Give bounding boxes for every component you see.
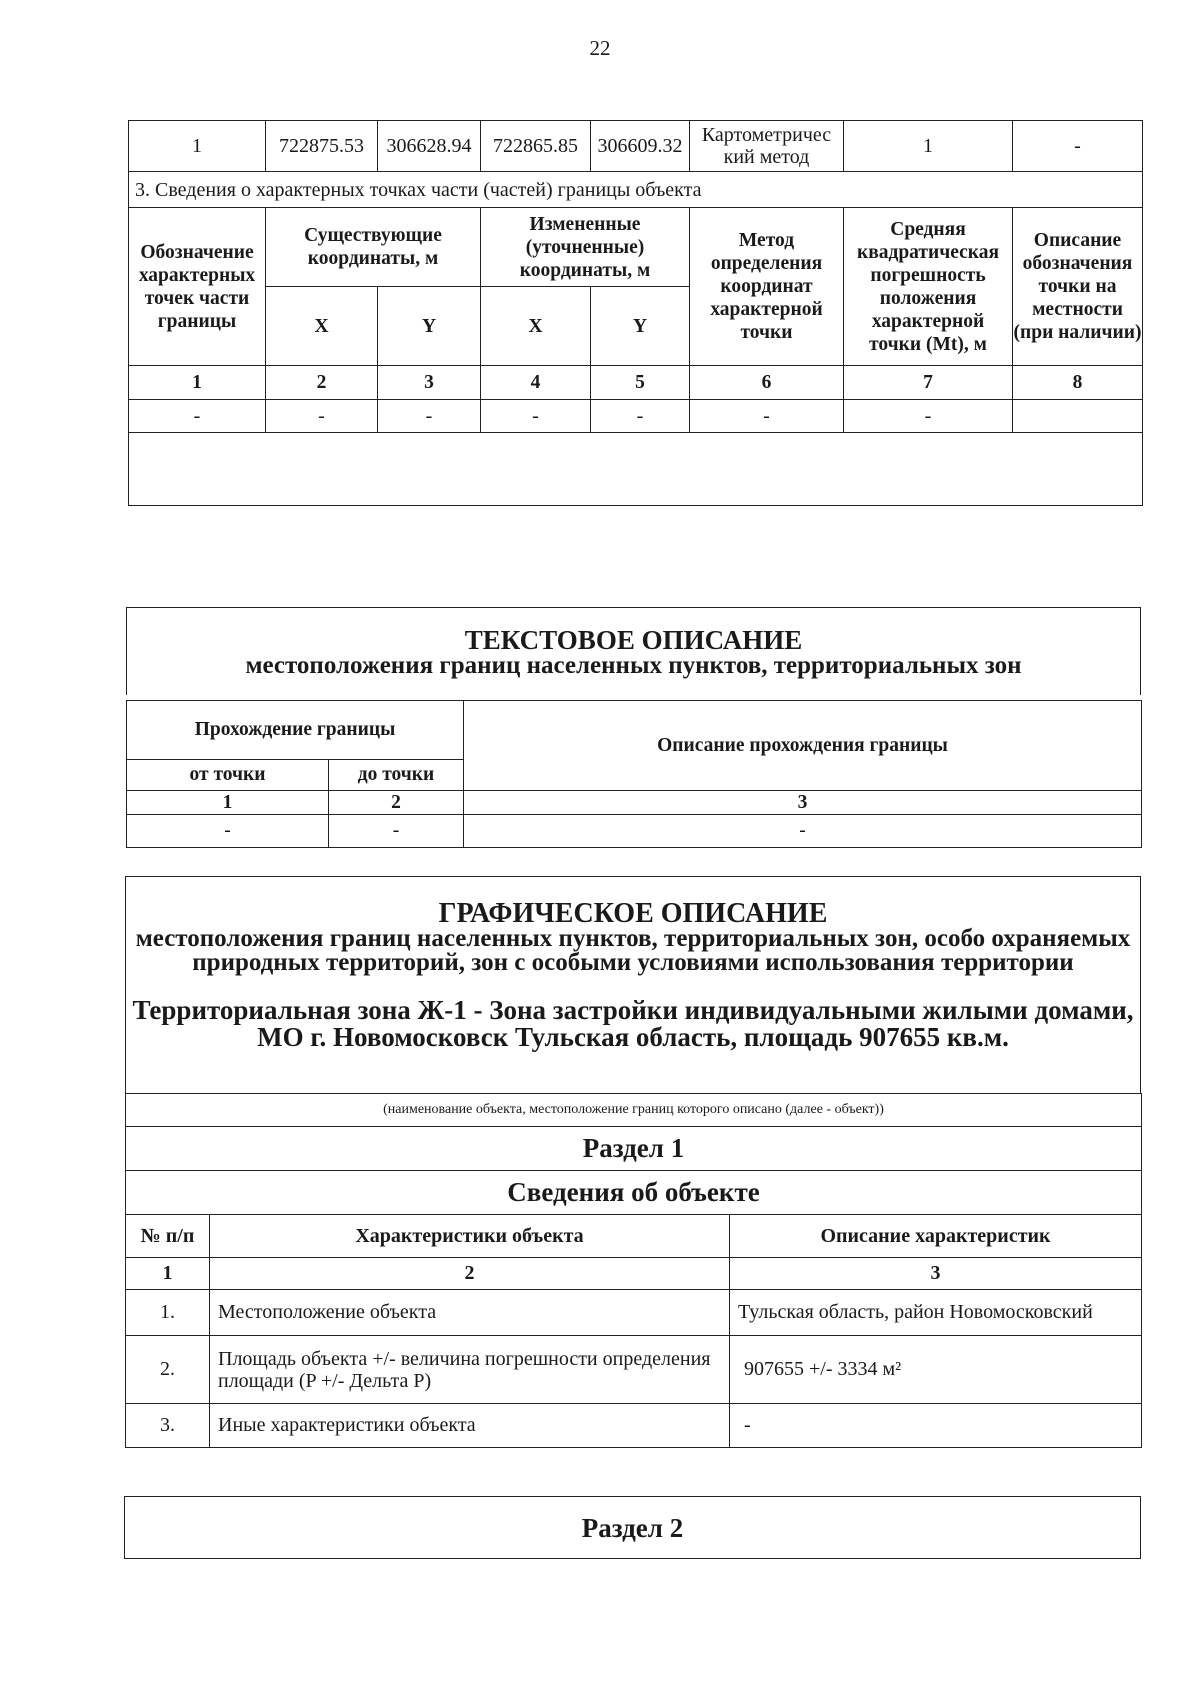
table-cell: 306609.32 xyxy=(591,121,690,172)
table-row xyxy=(127,815,1142,848)
characteristic-value: Тульская область, район Новомосковский xyxy=(730,1290,1142,1336)
column-number: 3 xyxy=(730,1258,1142,1290)
section-title: Раздел 1 xyxy=(126,1127,1142,1171)
table-row xyxy=(126,1404,1142,1448)
table-cell: - xyxy=(127,815,329,848)
boundary-points-table xyxy=(128,120,1143,506)
table-cell: 722875.53 xyxy=(266,121,378,172)
header-x: X xyxy=(481,287,591,366)
graphic-description-subtitle: местоположения границ населенных пунктов, территориальных зон, особо охраняемых природных территорий, зон с особыми условиями использования территории xyxy=(135,925,1131,976)
header-y: Y xyxy=(378,287,481,366)
text-description-table xyxy=(126,700,1142,848)
text-description-header xyxy=(126,607,1141,695)
section-title: 3. Сведения о характерных точках части (частей) границы объекта xyxy=(129,172,1143,208)
column-number: 2 xyxy=(210,1258,730,1290)
header-passage: Прохождение границы xyxy=(127,701,464,760)
table-row xyxy=(127,791,1142,815)
table-cell: - xyxy=(378,400,481,433)
header-method: Метод определения координат характерной точки xyxy=(690,208,844,366)
table-cell: - xyxy=(591,400,690,433)
graphic-description-header xyxy=(125,876,1141,1094)
table-cell: - xyxy=(844,400,1013,433)
header-y: Y xyxy=(591,287,690,366)
header-error: Средняя квадратическая погрешность положения характерной точки (Mt), м xyxy=(844,208,1013,366)
table-row xyxy=(126,1290,1142,1336)
table-row xyxy=(129,121,1143,172)
column-number: 7 xyxy=(844,366,1013,400)
row-number: 1. xyxy=(126,1290,210,1336)
text-description-title: ТЕКСТОВОЕ ОПИСАНИЕ xyxy=(464,625,803,655)
table-cell: Картометричес кий метод xyxy=(690,121,844,172)
object-name: Территориальная зона Ж-1 - Зона застройки индивидуальными жилыми домами, МО г. Новомосковск Тульская область, площадь 907655 кв.м. xyxy=(132,995,1134,1052)
table-row xyxy=(126,1336,1142,1404)
header-to-point: до точки xyxy=(329,760,464,791)
table-cell: - xyxy=(690,400,844,433)
column-number: 5 xyxy=(591,366,690,400)
table-cell: - xyxy=(481,400,591,433)
header-passage-description: Описание прохождения границы xyxy=(464,701,1142,791)
header-changed: Измененные (уточненные) координаты, м xyxy=(481,208,690,287)
graphic-description-title: ГРАФИЧЕСКОЕ ОПИСАНИЕ xyxy=(438,898,828,929)
characteristic-value: - xyxy=(730,1404,1142,1448)
table-cell: - xyxy=(129,400,266,433)
column-number: 2 xyxy=(266,366,378,400)
header-number: № п/п xyxy=(126,1215,210,1258)
header-description: Описание характеристик xyxy=(730,1215,1142,1258)
table-cell: - xyxy=(464,815,1142,848)
header-description: Описание обозначения точки на местности (при наличии) xyxy=(1013,208,1143,366)
table-cell: 1 xyxy=(129,121,266,172)
table-cell: - xyxy=(1013,121,1143,172)
characteristic: Местоположение объекта xyxy=(210,1290,730,1336)
column-number: 8 xyxy=(1013,366,1143,400)
column-number: 3 xyxy=(464,791,1142,815)
characteristic-value: 907655 +/- 3334 м² xyxy=(730,1336,1142,1404)
column-number: 6 xyxy=(690,366,844,400)
section-2-title: Раздел 2 xyxy=(124,1496,1141,1559)
row-number: 3. xyxy=(126,1404,210,1448)
characteristic: Площадь объекта +/- величина погрешности определения площади (P +/- Дельта P) xyxy=(210,1336,730,1404)
table-cell xyxy=(1013,400,1143,433)
table-cell: - xyxy=(329,815,464,848)
table-cell: 306628.94 xyxy=(378,121,481,172)
object-note: (наименование объекта, местоположение границ которого описано (далее - объект)) xyxy=(126,1094,1142,1127)
object-info-table xyxy=(125,1093,1142,1448)
section-subtitle: Сведения об объекте xyxy=(126,1171,1142,1215)
table-cell: 1 xyxy=(844,121,1013,172)
header-designation: Обозначение характерных точек части границы xyxy=(129,208,266,366)
header-x: X xyxy=(266,287,378,366)
table-row xyxy=(129,400,1143,433)
column-number: 1 xyxy=(127,791,329,815)
column-number: 1 xyxy=(129,366,266,400)
header-characteristics: Характеристики объекта xyxy=(210,1215,730,1258)
empty-row xyxy=(129,433,1143,506)
table-cell: 722865.85 xyxy=(481,121,591,172)
table-row xyxy=(129,366,1143,400)
page-number: 22 xyxy=(589,36,611,60)
table-cell: - xyxy=(266,400,378,433)
column-number: 4 xyxy=(481,366,591,400)
table-row xyxy=(126,1258,1142,1290)
column-number: 2 xyxy=(329,791,464,815)
column-number: 3 xyxy=(378,366,481,400)
header-existing: Существующие координаты, м xyxy=(266,208,481,287)
header-from-point: от точки xyxy=(127,760,329,791)
characteristic: Иные характеристики объекта xyxy=(210,1404,730,1448)
column-number: 1 xyxy=(126,1258,210,1290)
text-description-subtitle: местоположения границ населенных пунктов, территориальных зон xyxy=(245,652,1022,679)
row-number: 2. xyxy=(126,1336,210,1404)
